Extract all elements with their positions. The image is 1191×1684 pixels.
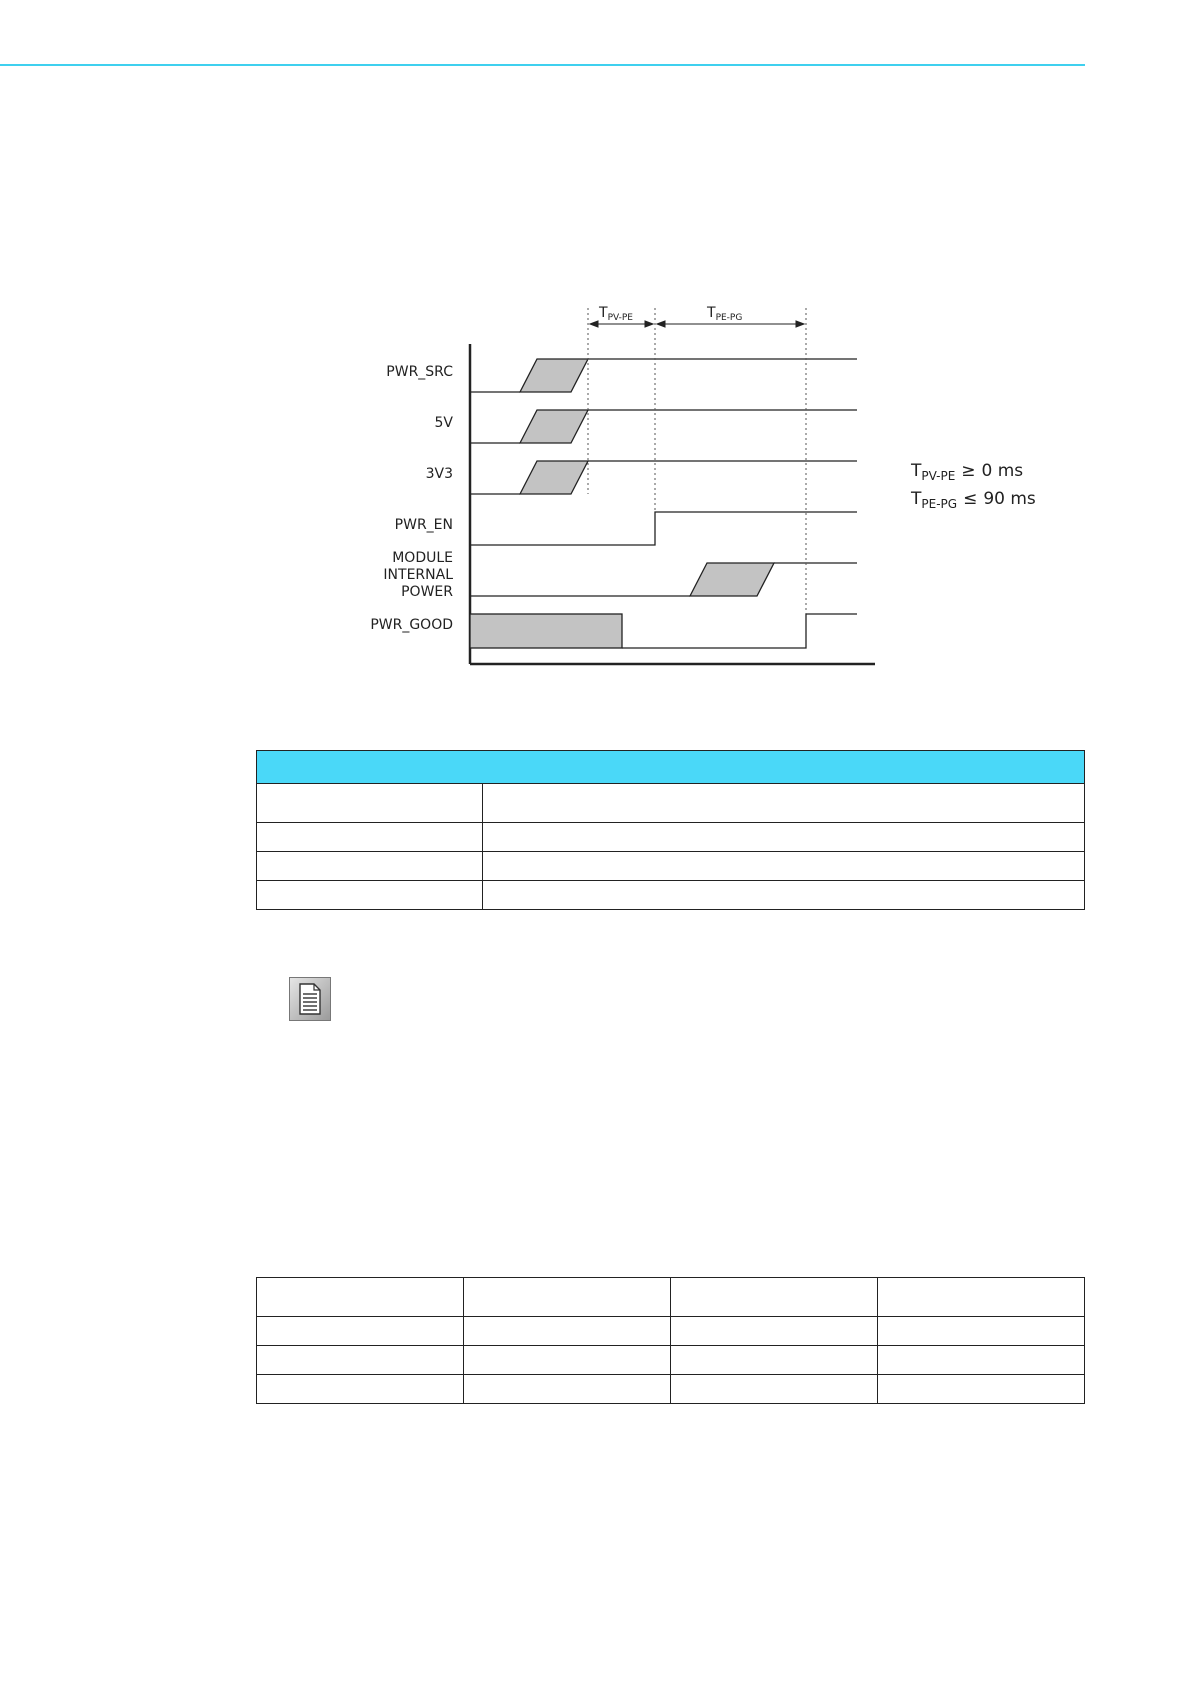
power-timing-table (256, 750, 1085, 910)
header-rule (0, 64, 1085, 66)
table-row (257, 852, 1085, 881)
signal-label-3v3: 3V3 (425, 466, 453, 482)
5v-ramp (520, 410, 588, 443)
note-document-icon (289, 977, 331, 1021)
table-row (257, 1346, 1085, 1375)
interval-label-pe-pg: $T_{PE-PG}$ (707, 305, 743, 323)
signal-label-pwr-en: PWR_EN (394, 517, 453, 533)
module-power-ramp (690, 563, 774, 596)
signal-label-5v: 5V (434, 415, 453, 431)
signal-label-module-line-2: INTERNAL (383, 567, 453, 583)
table-header-row (257, 751, 1085, 784)
signal-label-module-line-1: MODULE (392, 550, 453, 566)
constraint-pv-pe: $T_{PV-PE} \ge 0$ ms (911, 461, 1024, 483)
power-sequence-timing-diagram (360, 296, 1060, 676)
constraint-pe-pg: $T_{PE-PG} \le 90$ ms (911, 489, 1036, 511)
table-row (257, 784, 1085, 823)
table-row (257, 1278, 1085, 1317)
specification-table (256, 1277, 1085, 1404)
signal-label-pwr-src: PWR_SRC (386, 364, 453, 380)
pwr-good-undefined-region (470, 614, 622, 648)
table-row (257, 1375, 1085, 1404)
pwr-src-ramp (520, 359, 588, 392)
signal-label-module-line-3: POWER (401, 584, 453, 600)
table-row (257, 881, 1085, 910)
interval-label-pv-pe: $T_{PV-PE}$ (599, 305, 633, 323)
signal-label-pwr-good: PWR_GOOD (370, 617, 453, 633)
3v3-ramp (520, 461, 588, 494)
pwr-good-waveform (622, 614, 857, 648)
pwr-en-waveform (470, 512, 857, 545)
table-row (257, 1317, 1085, 1346)
table-row (257, 823, 1085, 852)
